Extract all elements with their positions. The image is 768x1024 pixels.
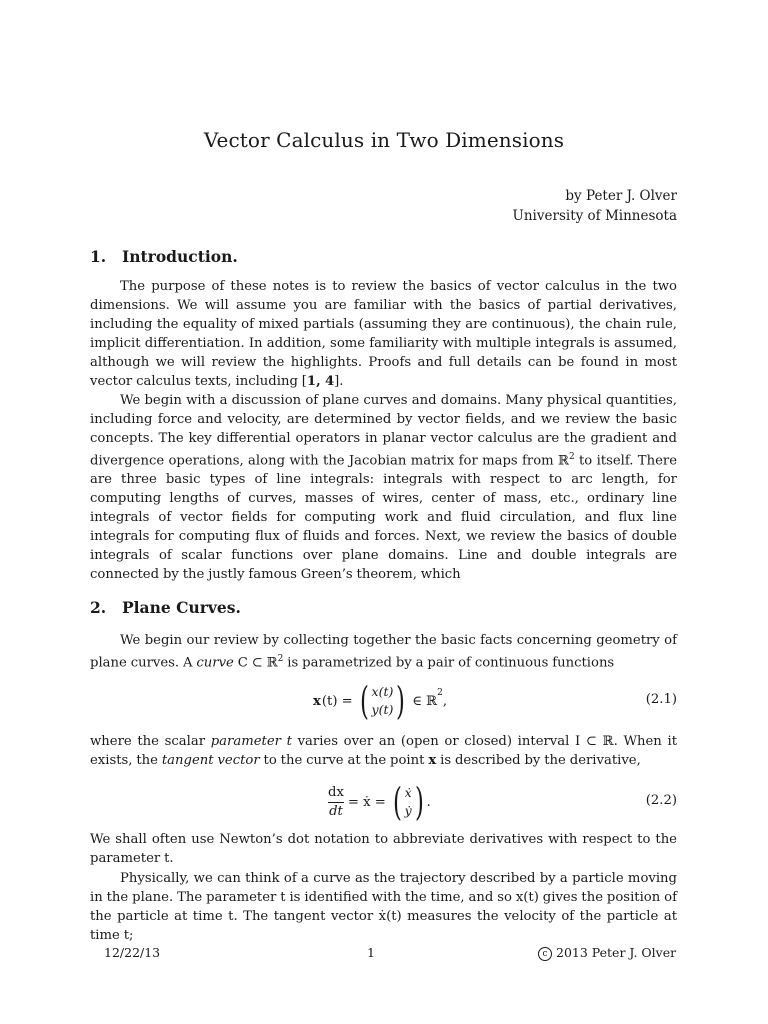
eq-fraction <box>328 784 344 821</box>
superscript: 2 <box>568 452 575 462</box>
eq-column-vector <box>372 683 394 719</box>
fraction-numerator: dx <box>328 784 344 800</box>
section-number: 2. <box>90 598 107 617</box>
eq-vector-top: x(t) <box>371 684 394 699</box>
term-parameter: parameter t <box>210 734 292 749</box>
term-curve: curve <box>196 655 234 671</box>
eq-middle: = ẋ = <box>347 794 386 810</box>
equation-body <box>328 777 431 827</box>
equation-number: (2.2) <box>645 793 677 808</box>
fraction-denominator: dt <box>329 803 343 819</box>
curves-p4-text: Physically, we can think of a curve as the trajectory described by a particle moving in the plane. The parameter t is identified with the time, and so x(t) gives the position of the particle at time t. The tangent vector ẋ(t) measures the velocity of the particle at time t; <box>90 871 677 943</box>
right-paren-icon: ) <box>396 679 406 723</box>
eq-rhs: ∈ ℝ <box>412 693 438 709</box>
intro-p1-text: The purpose of these notes is to review the basics of vector calculus in the two dimensions. We will assume you are familiar with the basics of partial derivatives, including the equality of mixed partials (assuming they are continuous), the chain rule, implicit differentiation. In addition, some familiarity with multiple integrals is assumed, although we will review the highlights. Proofs and full details can be found in most vector calculus texts, including [ <box>90 279 677 389</box>
eq-vector-x: x <box>313 693 321 709</box>
term-tangent-vector: tangent vector <box>161 753 260 768</box>
section-heading-plane-curves <box>90 598 241 617</box>
curves-p1-text-b: C ⊂ ℝ <box>233 655 278 671</box>
footer-date: 12/22/13 <box>104 945 161 960</box>
curves-paragraph-4 <box>90 869 677 945</box>
section-title: Plane Curves. <box>122 598 241 617</box>
left-paren-icon: ( <box>392 780 402 824</box>
author-line: by Peter J. Olver <box>565 188 677 204</box>
equation-body <box>313 676 447 726</box>
equation-2-1 <box>90 676 677 726</box>
section-heading-introduction <box>90 247 238 266</box>
curves-p2-text: where the scalar <box>90 734 211 749</box>
eq-vector-bottom: ẏ <box>404 803 412 818</box>
equation-2-2 <box>90 777 677 827</box>
eq-lhs-arg: (t) = <box>321 693 353 709</box>
intro-p1-end: ]. <box>334 374 344 389</box>
superscript: 2 <box>437 688 443 698</box>
footer-page-number: 1 <box>367 945 375 960</box>
section-number: 1. <box>90 247 107 266</box>
superscript: 2 <box>277 654 284 664</box>
intro-p2-text-end: to itself. There are three basic types of line integrals: integrals with respect to arc length, for computing lengths of curves, masses of wires, center of mass, etc., ordinary line integrals of vector fields for computing work and fluid circulation, and flux line integrals for computing flux of fluids and forces. Next, we review the basics of double integrals of scalar functions over plane domains. Line and double integrals are connected by the justly famous Green’s theorem, which <box>90 453 677 583</box>
intro-paragraph-1 <box>90 277 677 391</box>
equation-number: (2.1) <box>645 692 677 707</box>
curves-paragraph-1 <box>90 631 677 672</box>
right-paren-icon: ) <box>414 780 424 824</box>
intro-p2-text: We begin with a discussion of plane curves and domains. Many physical quantities, including force and velocity, are determined by vector fields, and we review the basic concepts. The key differential operators in planar vector calculus are the gradient and divergence operations, along with the Jacobian matrix for maps from ℝ <box>90 393 677 469</box>
curves-p1-text-c: is parametrized by a pair of continuous functions <box>283 655 615 671</box>
eq-end-punct: . <box>426 794 431 810</box>
curves-p2-text-d: is described by the derivative, <box>436 753 641 768</box>
footer-copyright <box>538 945 676 961</box>
eq-column-vector <box>405 784 412 820</box>
curves-p2-text-b: varies over an (open or closed) interval I ⊂ ℝ. When it exists, the <box>90 734 677 768</box>
document-title: Vector Calculus in Two Dimensions <box>203 128 565 152</box>
eq-end-punct: , <box>442 693 448 709</box>
eq-vector-bottom: y(t) <box>371 702 394 717</box>
left-paren-icon: ( <box>359 679 369 723</box>
citation-ref: 1, 4 <box>306 374 335 389</box>
curves-p2-text-c: to the curve at the point <box>259 753 429 768</box>
byline <box>512 186 677 226</box>
curves-p1-text: We begin our review by collecting together the basic facts concerning geometry of plane curves. A <box>90 633 677 671</box>
eq-vector-top: ẋ <box>404 785 412 800</box>
copyright-text: 2013 Peter J. Olver <box>556 945 677 960</box>
section-title: Introduction. <box>122 247 238 266</box>
curves-paragraph-3: We shall often use Newton’s dot notation to abbreviate derivatives with respect to the parameter t. <box>90 832 677 866</box>
copyright-icon: c <box>538 947 552 961</box>
vector-x: x <box>428 753 437 768</box>
intro-paragraph-2 <box>90 391 677 584</box>
affiliation: University of Minnesota <box>512 208 677 224</box>
curves-paragraph-2 <box>90 732 677 770</box>
